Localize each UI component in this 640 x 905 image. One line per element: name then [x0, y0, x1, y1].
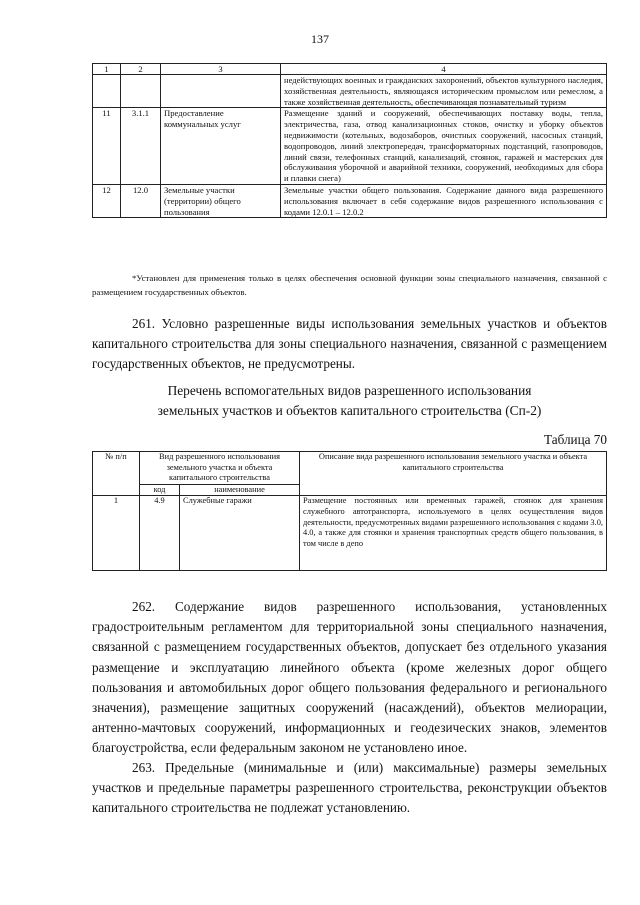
row-description: Размещение постоянных или временных гаражей, стоянок для хранения служебного автотранспорта, используемого в целях осуществления видов деятельности, предусмотренных видами разрешенного использования с кодами 3.0, 4.0, а также для стоянки и хранения транспортных средств общего пользования, в том числе в депо [300, 496, 607, 571]
header-cell-3: 3 [161, 64, 281, 75]
row-code [121, 75, 161, 108]
table-header-row [93, 64, 607, 75]
table-label: Таблица 70 [544, 432, 607, 447]
paragraph-261: 261. Условно разрешенные виды использования земельных участков и объектов капитального строительства для зоны специального назначения, связанной с размещением государственных объектов, не предусмотрены. [92, 316, 607, 372]
header-description: Описание вида разрешенного использования земельного участка и объекта капитального строительства [300, 452, 607, 496]
heading-line-2: земельных участков и объектов капитального строительства (Сп-2) [157, 403, 542, 418]
table-row [93, 184, 607, 217]
header-cell-1: 1 [93, 64, 121, 75]
row-code: 12.0 [121, 184, 161, 217]
row-description: недействующих военных и гражданских захоронений, объектов культурного наследия, хозяйственная деятельность, являющаяся историческим промыслом или ремеслом, а также хозяйственная деятельность, обеспечивающая познавательный туризм [281, 75, 607, 108]
auxiliary-uses-table [92, 451, 607, 571]
row-name: Предоставление коммунальных услуг [161, 108, 281, 185]
header-cell-2: 2 [121, 64, 161, 75]
row-number: 1 [93, 496, 140, 571]
paragraph-263: 263. Предельные (минимальные и (или) максимальные) размеры земельных участков и предельные параметры разрешенного строительства, реконструкции объектов капитального строительства не подлежат установлению. [92, 760, 607, 816]
table-footnote: *Установлен для применения только в целях обеспечения основной функции зоны специального назначения, связанной с размещением государственных объектов. [92, 273, 607, 297]
header-code: код [140, 484, 180, 496]
row-code: 3.1.1 [121, 108, 161, 185]
header-kind: Вид разрешенного использования земельного участка и объекта капитального строительства [140, 452, 300, 485]
page-number: 137 [311, 32, 329, 46]
row-code: 4.9 [140, 496, 180, 571]
row-name: Служебные гаражи [180, 496, 300, 571]
heading-line-1: Перечень вспомогательных видов разрешенного использования [167, 383, 532, 398]
row-number: 11 [93, 108, 121, 185]
row-name: Земельные участки (территории) общего пользования [161, 184, 281, 217]
table-row [93, 108, 607, 185]
row-description: Размещение зданий и сооружений, обеспечивающих поставку воды, тепла, электричества, газа, отвод канализационных стоков, очистку и уборку объектов недвижимости (котельных, водозаборов, очистных сооружений, насосных станций, водопроводов, линий электропередач, трансформаторных подстанций, газопроводов, линий связи, телефонных станций, канализаций, стоянок, гаражей и мастерских для обслуживания уборочной и аварийной техники, сооружений, необходимых для сбора и плавки снега) [281, 108, 607, 185]
row-description: Земельные участки общего пользования. Содержание данного вида разрешенного использования включает в себя содержание видов разрешенного использования с кодами 12.0.1 – 12.0.2 [281, 184, 607, 217]
header-name: наименование [180, 484, 300, 496]
table-header-row [93, 452, 607, 485]
land-use-table-continued [92, 63, 607, 218]
header-cell-4: 4 [281, 64, 607, 75]
paragraph-262: 262. Содержание видов разрешенного использования, установленных градостроительным регламентом для территориальной зоны специального назначения, связанной с размещением государственных объектов, допускает без отдельного указания размещение и эксплуатацию линейного объекта (кроме железных дорог общего пользования и автомобильных дорог общего пользования федерального и регионального значения), размещение защитных сооружений (насаждений), объектов мелиорации, антенно-мачтовых сооружений, информационных и геодезических знаков, элементов благоустройства, если федеральным законом не установлено иное. [92, 599, 607, 756]
row-number: 12 [93, 184, 121, 217]
table-row [93, 75, 607, 108]
row-number [93, 75, 121, 108]
section-heading [92, 381, 607, 421]
table-row [93, 496, 607, 571]
row-name [161, 75, 281, 108]
header-number: № п/п [93, 452, 140, 496]
